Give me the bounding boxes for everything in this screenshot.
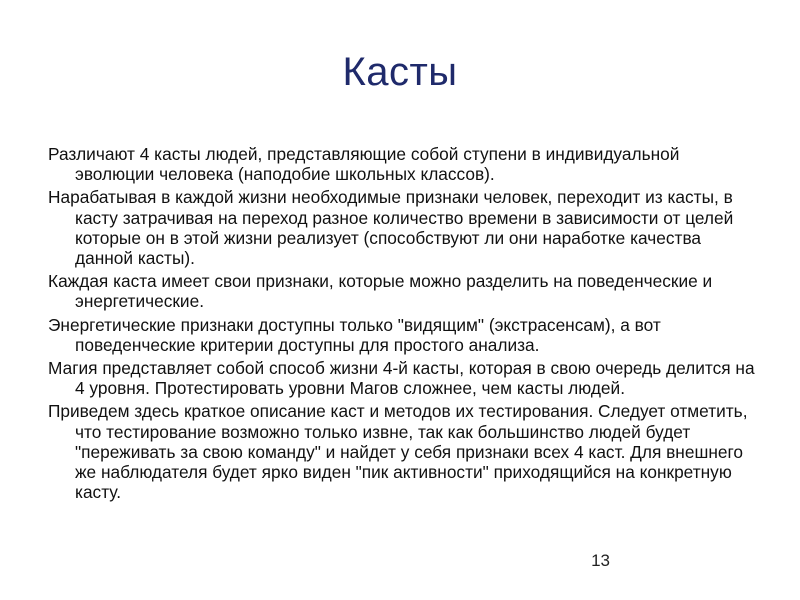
paragraph-caste-signs: Каждая каста имеет свои признаки, которые можно разделить на поведенческие и энергетические. [48,271,713,312]
paragraph-testing: Приведем здесь краткое описание каст и методов их тестирования. Следует отметить, что тестирование возможно только извне, так как большинство людей будет "переживать за свою команду" и найдет у себя признаки всех 4 каст. Для внешнего же наблюдателя будет ярко виден "пик активности" приходящийся на конкретную касту. [48,401,748,503]
paragraph-energy-signs: Энергетические признаки доступны только "видящим" (экстрасенсам), а вот поведенческие критерии доступны для простого анализа. [48,314,661,355]
paragraph-caste-transition: Нарабатывая в каждой жизни необходимые признаки человек, переходит из касты, в касту затрачивая на переход разное количество времени в зависимости от целей которые он в этой жизни реализует (способствуют ли они наработке качества данной касты). [48,187,734,269]
page-number: 13 [591,551,610,570]
slide-title: Касты [342,50,458,94]
paragraph-magic: Магия представляет собой способ жизни 4-й касты, которая в свою очередь делится на 4 уровня. Протестировать уровни Магов сложнее, чем касты людей. [48,358,755,399]
paragraph-castes-intro: Различают 4 касты людей, представляющие собой ступени в индивидуальной эволюции человека (наподобие школьных классов). [48,144,680,185]
slide-body [48,144,763,505]
